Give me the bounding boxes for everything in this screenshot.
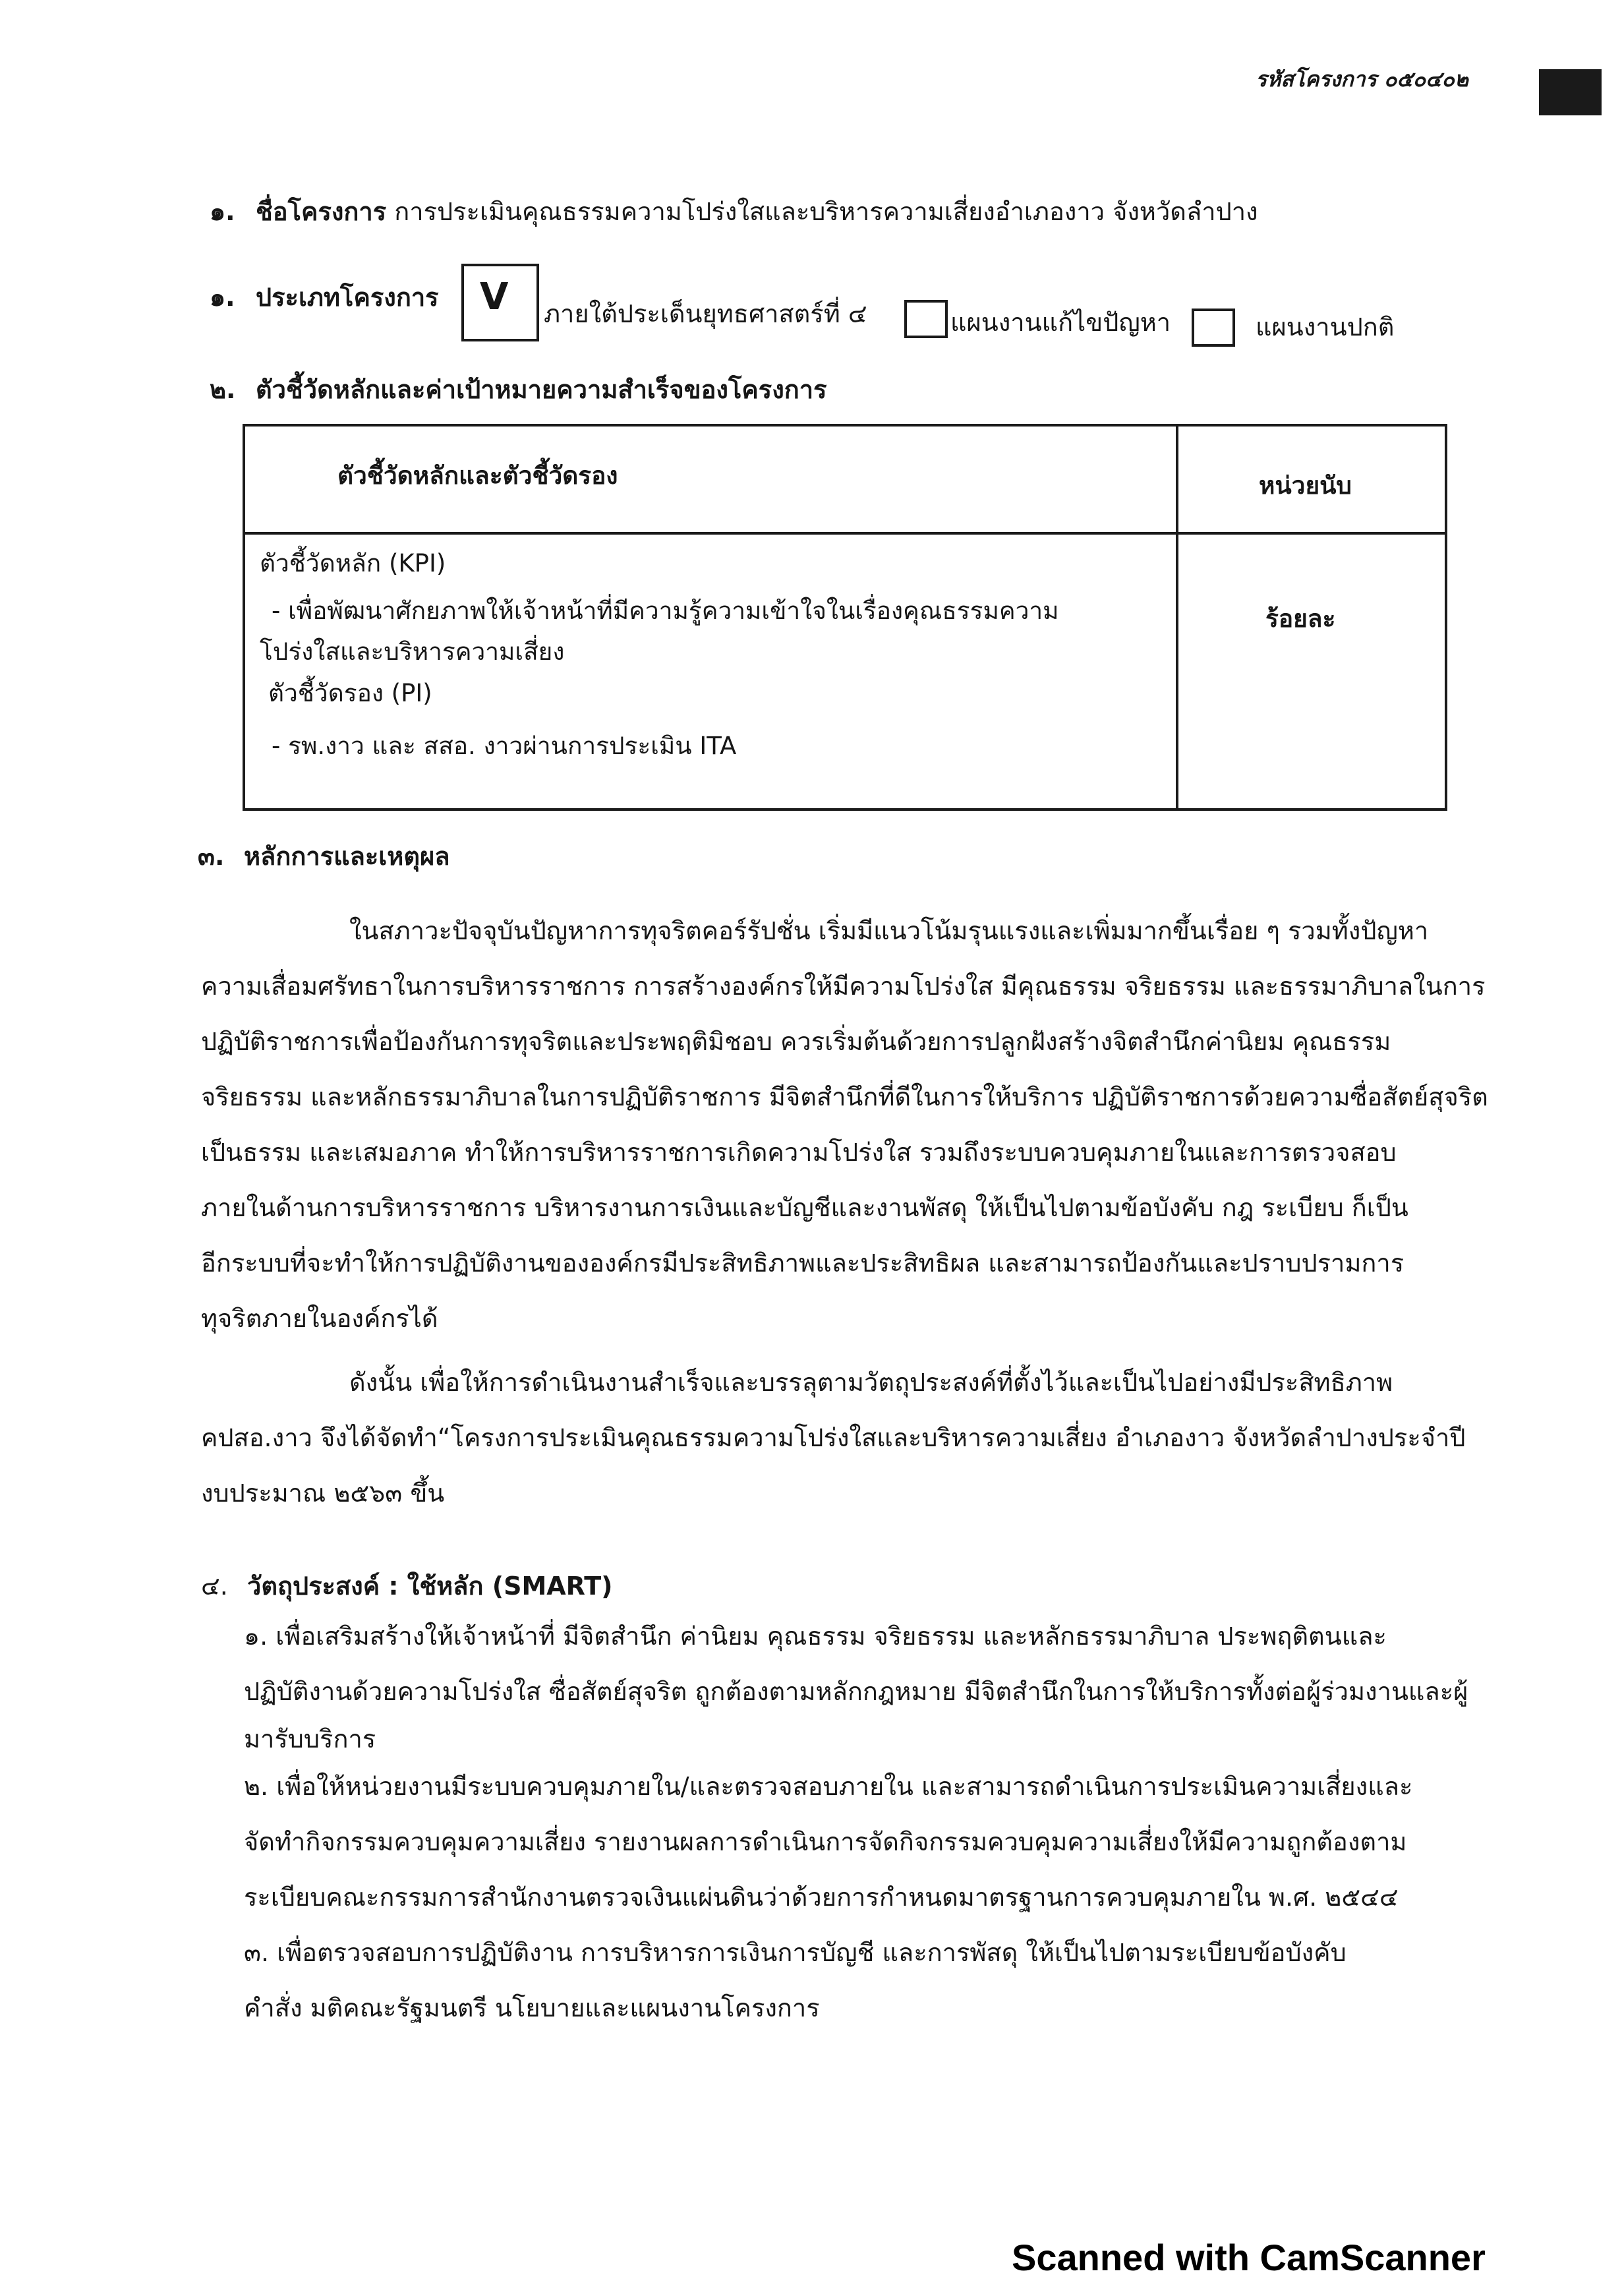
- camscanner-watermark: Scanned with CamScanner: [1012, 2237, 1486, 2278]
- paragraph-line: ดังนั้น เพื่อให้การดำเนินงานสำเร็จและบรรลุตามวัตถุประสงค์ที่ตั้งไว้และเป็นไปอย่างมีประสิทธิภาพ: [349, 1368, 1393, 1397]
- table-column-divider: [1176, 427, 1178, 808]
- page-corner-mark: [1539, 69, 1602, 115]
- section-kpi-title: [210, 369, 827, 409]
- objective-line: ระเบียบคณะกรรมการสำนักงานตรวจเงินแผ่นดินว่าด้วยการกำหนดมาตรฐานการควบคุมภายใน พ.ศ. ๒๕๔๔: [244, 1883, 1399, 1912]
- kpi-label: ตัวชี้วัดหลัก (KPI): [260, 549, 446, 577]
- problem-solving-checkbox[interactable]: [904, 300, 948, 338]
- section-number: ๔.: [201, 1572, 228, 1601]
- kpi-item-line-2: โปร่งใสและบริหารความเสี่ยง: [260, 637, 565, 666]
- section-number: ๒.: [210, 375, 236, 404]
- section-project-type: [210, 277, 439, 317]
- strategy-checkbox[interactable]: [461, 264, 539, 341]
- table-header-indicator: ตัวชี้วัดหลักและตัวชี้วัดรอง: [337, 461, 618, 490]
- project-name-text: การประเมินคุณธรรมความโปร่งใสและบริหารความเสี่ยงอำเภองาว จังหวัดลำปาง: [394, 197, 1258, 226]
- paragraph-line: จริยธรรม และหลักธรรมาภิบาลในการปฏิบัติราชการ มีจิตสำนึกที่ดีในการให้บริการ ปฏิบัติราชการด้วยความซื่อสัตย์สุจริต: [201, 1082, 1488, 1111]
- paragraph-line: ความเสื่อมศรัทธาในการบริหารราชการ การสร้างองค์กรให้มีความโปร่งใส มีคุณธรรม จริยธรรม และธรรมาภิบาลในการ: [201, 972, 1486, 1001]
- unit-value: ร้อยละ: [1265, 604, 1336, 633]
- option-problem-solving-label: แผนงานแก้ไขปัญหา: [950, 308, 1171, 337]
- table-row-divider: [245, 532, 1445, 535]
- paragraph-line: ปฏิบัติราชการเพื่อป้องกันการทุจริตและประพฤติมิชอบ ควรเริ่มต้นด้วยการปลูกฝังสร้างจิตสำนึกค่านิยม คุณธรรม: [201, 1027, 1391, 1056]
- kpi-table: [243, 424, 1447, 811]
- paragraph-line: ในสภาวะปัจจุบันปัญหาการทุจริตคอร์รัปชั่น เริ่มมีแนวโน้มรุนแรงและเพิ่มมากขึ้นเรื่อย ๆ รวมทั้งปัญหา: [349, 916, 1429, 945]
- objective-line: ๓. เพื่อตรวจสอบการปฏิบัติงาน การบริหารการเงินการบัญชี และการพัสดุ ให้เป็นไปตามระเบียบข้อบังคับ: [244, 1938, 1347, 1967]
- check-mark-icon: V: [480, 276, 509, 318]
- section-project-name: [210, 191, 1258, 231]
- routine-plan-checkbox[interactable]: [1192, 309, 1235, 347]
- objective-line: ๑. เพื่อเสริมสร้างให้เจ้าหน้าที่ มีจิตสำนึก ค่านิยม คุณธรรม จริยธรรม และหลักธรรมาภิบาล ประพฤติตนและ: [244, 1622, 1387, 1651]
- rationale-paragraph-2: [201, 1355, 1526, 1521]
- section-label: ประเภทโครงการ: [256, 283, 439, 312]
- objective-line: คำสั่ง มติคณะรัฐมนตรี นโยบายและแผนงานโครงการ: [244, 1993, 820, 2022]
- section-number: ๓.: [198, 842, 225, 871]
- section-number: ๑.: [210, 197, 235, 226]
- project-code: รหัสโครงการ ๐๕๐๔๐๒: [1256, 67, 1469, 92]
- rationale-paragraph-1: [201, 903, 1526, 1346]
- paragraph-line: คปสอ.งาว จึงได้จัดทำ“โครงการประเมินคุณธรรมความโปร่งใสและบริหารความเสี่ยง อำเภองาว จังหวัดลำปางประจำปี: [201, 1423, 1466, 1452]
- pi-item: - รพ.งาว และ สสอ. งาวผ่านการประเมิน ITA: [272, 732, 737, 760]
- section-objectives-title: [201, 1566, 613, 1606]
- objectives-list: [244, 1608, 1516, 2036]
- pi-label: ตัวชี้วัดรอง (PI): [268, 679, 432, 707]
- kpi-item-line-1: - เพื่อพัฒนาศักยภาพให้เจ้าหน้าที่มีความรู้ความเข้าใจในเรื่องคุณธรรมความ: [272, 597, 1059, 625]
- objective-line: ๒. เพื่อให้หน่วยงานมีระบบควบคุมภายใน/และตรวจสอบภายใน และสามารถดำเนินการประเมินความเสี่ยงและ: [244, 1772, 1413, 1801]
- table-header-unit: หน่วยนับ: [1259, 471, 1352, 500]
- paragraph-line: งบประมาณ ๒๕๖๓ ขึ้น: [201, 1479, 445, 1508]
- section-label: ชื่อโครงการ: [256, 197, 387, 226]
- section-rationale-title: [198, 836, 450, 876]
- section-number: ๑.: [210, 283, 235, 312]
- objective-line: ปฏิบัติงานด้วยความโปร่งใส ซื่อสัตย์สุจริต ถูกต้องตามหลักกฎหมาย มีจิตสำนึกในการให้บริการทั้งต่อผู้ร่วมงานและผู้: [244, 1677, 1468, 1706]
- option-routine-plan-label: แผนงานปกติ: [1256, 312, 1395, 341]
- section-label: ตัวชี้วัดหลักและค่าเป้าหมายความสำเร็จของโครงการ: [256, 375, 827, 404]
- objective-line: มารับบริการ: [244, 1724, 376, 1753]
- option-strategy-label: ภายใต้ประเด็นยุทธศาสตร์ที่ ๔: [544, 299, 867, 328]
- paragraph-line: อีกระบบที่จะทำให้การปฏิบัติงานขององค์กรมีประสิทธิภาพและประสิทธิผล และสามารถป้องกันและปราบปรามการ: [201, 1249, 1405, 1278]
- section-label: หลักการและเหตุผล: [244, 842, 450, 871]
- objective-line: จัดทำกิจกรรมควบคุมความเสี่ยง รายงานผลการดำเนินการจัดกิจกรรมควบคุมความเสี่ยงให้มีความถูกต้องตาม: [244, 1827, 1407, 1856]
- section-label: วัตถุประสงค์ : ใช้หลัก (SMART): [247, 1572, 613, 1601]
- paragraph-line: ทุจริตภายในองค์กรได้: [201, 1304, 438, 1333]
- paragraph-line: เป็นธรรม และเสมอภาค ทำให้การบริหารราชการเกิดความโปร่งใส รวมถึงระบบควบคุมภายในและการตรวจสอบ: [201, 1138, 1397, 1167]
- paragraph-line: ภายในด้านการบริหารราชการ บริหารงานการเงินและบัญชีและงานพัสดุ ให้เป็นไปตามข้อบังคับ กฎ ระเบียบ ก็เป็น: [201, 1193, 1408, 1222]
